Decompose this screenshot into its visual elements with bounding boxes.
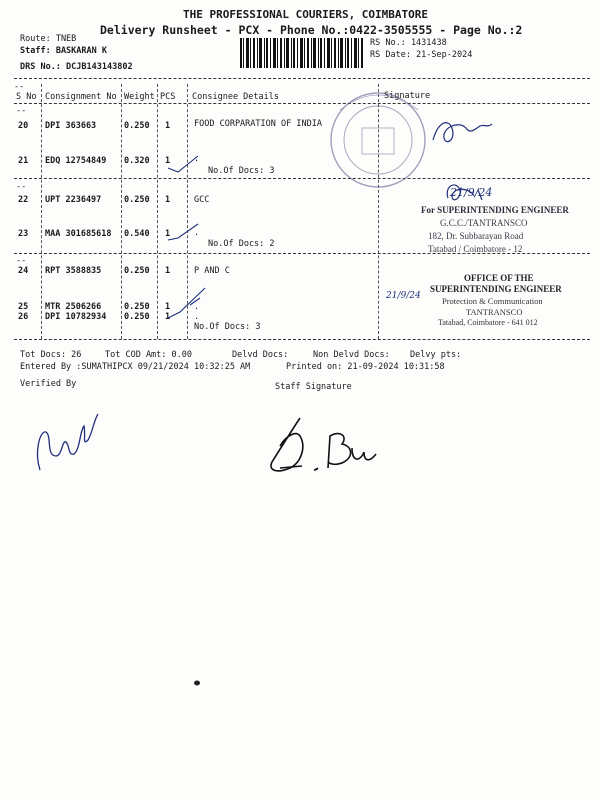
row-pcs: 1: [165, 302, 171, 312]
col-signature: Signature: [384, 91, 431, 101]
row-consignment: RPT 3588835: [45, 266, 102, 276]
docs-count: No.Of Docs: 3: [194, 322, 261, 332]
date-signature: 21/9/24: [450, 186, 493, 199]
row-sno: 25: [18, 302, 29, 312]
staff-signature: [271, 418, 376, 471]
delivery-points: Delvy pts:: [410, 350, 462, 360]
row-details: .: [194, 154, 200, 164]
total-docs: Tot Docs: 26: [20, 350, 82, 360]
row-pcs: 1: [165, 229, 171, 239]
row-sno: 23: [18, 229, 29, 239]
row-sno: 20: [18, 121, 29, 131]
col-consignee: Consignee Details: [192, 92, 279, 102]
row-sno: 21: [18, 156, 29, 166]
route-label: Route: TNEB: [20, 34, 77, 44]
row-pcs: 1: [165, 195, 171, 205]
col-weight: Weight: [124, 92, 155, 102]
col-sno: S No: [16, 92, 37, 102]
gcc-stamp-line1: For SUPERINTENDING ENGINEER: [421, 205, 569, 215]
round-seal-stamp: [331, 93, 425, 187]
tick-mark: [168, 288, 205, 318]
office-stamp-line1: OFFICE OF THE: [464, 273, 534, 283]
verified-by-signature: [38, 414, 98, 470]
col-pcs: PCS: [160, 92, 176, 102]
verified-by-label: Verified By: [20, 379, 77, 389]
gcc-stamp-line3: 182, Dr. Subbarayan Road: [428, 231, 524, 241]
total-cod: Tot COD Amt: 0.00: [105, 350, 192, 360]
office-stamp-line5: Tatabad, Coimbatore - 641 012: [438, 318, 538, 327]
row-consignment: DPI 363663: [45, 121, 97, 131]
office-stamp-line4: TANTRANSCO: [466, 307, 523, 317]
gcc-stamp-line2: G.C.C./TANTRANSCO: [440, 218, 528, 228]
printed-on: Printed on: 21-09-2024 10:31:58: [286, 362, 445, 372]
row-weight: 0.250: [124, 195, 150, 205]
row-weight: 0.250: [124, 121, 150, 131]
row-details: FOOD CORPARATION OF INDIA: [194, 119, 322, 129]
row-consignment: MAA 301685618: [45, 229, 112, 239]
row-details: GCC: [194, 195, 210, 205]
group-mark: --: [14, 82, 25, 92]
group-mark: --: [16, 256, 27, 266]
row-details: P AND C: [194, 266, 230, 276]
entered-by: Entered By :SUMATHIPCX 09/21/2024 10:32:25 AM: [20, 362, 251, 372]
row-weight: 0.540: [124, 229, 150, 239]
row-weight: 0.250: [124, 312, 150, 322]
row-pcs: 1: [165, 121, 171, 131]
drs-number: DRS No.: DCJB143143802: [20, 62, 133, 72]
company-title: THE PROFESSIONAL COURIERS, COIMBATORE: [183, 8, 429, 21]
row-sno: 24: [18, 266, 29, 276]
group-mark: --: [16, 182, 27, 192]
rs-number: RS No.: 1431438: [370, 38, 447, 48]
row-sno: 22: [18, 195, 29, 205]
tick-mark: [168, 224, 198, 240]
row-consignment: UPT 2236497: [45, 195, 102, 205]
row-consignment: EDQ 12754849: [45, 156, 107, 166]
row-details: .: [194, 312, 200, 322]
row-details: .: [194, 302, 200, 312]
row-details: .: [194, 228, 200, 238]
staff-signature-label: Staff Signature: [275, 382, 352, 392]
rs-date: RS Date: 21-Sep-2024: [370, 50, 473, 60]
row-pcs: 1: [165, 312, 171, 322]
runsheet-title: Delivery Runsheet - PCX - Phone No.:0422-3505555 - Page No.:2: [100, 23, 523, 37]
office-stamp-line3: Protection & Communication: [442, 296, 543, 306]
row-weight: 0.320: [124, 156, 150, 166]
row-consignment: DPI 10782934: [45, 312, 107, 322]
row-consignment: MTR 2506266: [45, 302, 102, 312]
delivered-docs: Delvd Docs:: [232, 350, 289, 360]
non-delivered-docs: Non Delvd Docs:: [313, 350, 390, 360]
staff-label: Staff: BASKARAN K: [20, 46, 107, 56]
docs-count: No.Of Docs: 2: [208, 239, 275, 249]
ink-dot: [194, 681, 200, 686]
docs-count: No.Of Docs: 3: [208, 166, 275, 176]
row-weight: 0.250: [124, 302, 150, 312]
handwritten-date: 21/9/24: [386, 291, 421, 301]
office-stamp-line2: SUPERINTENDING ENGINEER: [430, 284, 562, 294]
tick-mark: [168, 156, 198, 172]
col-consignment: Consignment No: [45, 92, 117, 102]
row-sno: 26: [18, 312, 29, 322]
row-weight: 0.250: [124, 266, 150, 276]
gcc-stamp-line4: Tatabad / Coimbatore - 12: [428, 244, 523, 254]
delivery-signature-1: [433, 123, 492, 142]
group-mark: --: [16, 106, 27, 116]
row-pcs: 1: [165, 266, 171, 276]
row-pcs: 1: [165, 156, 171, 166]
